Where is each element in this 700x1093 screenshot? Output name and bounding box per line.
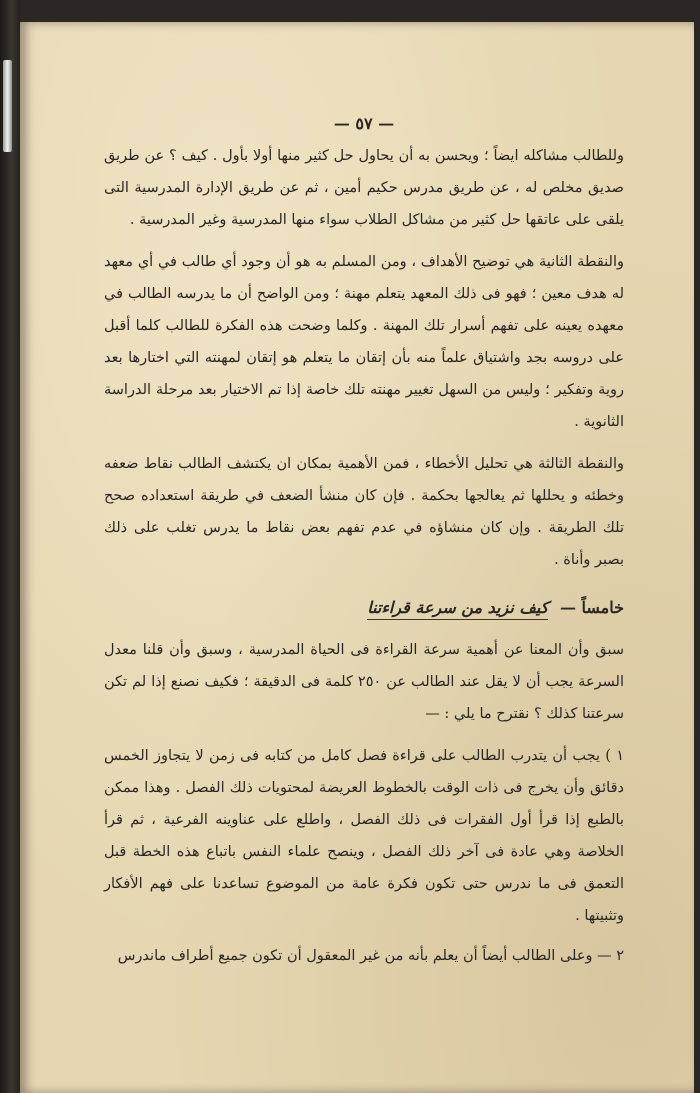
page-content xyxy=(104,110,624,978)
page-number: — ٥٧ — xyxy=(333,114,395,133)
paragraph-error-analysis: والنقطة الثالثة هي تحليل الأخطاء ، فمن الأهمية بمكان ان يكتشف الطالب نقاط ضعفه وخطئه و يحللها ثم يعالجها بحكمة . فإن كان منشأ الضعف في طريقة استعداده صحح تلك الطريقة . وإن كان منشاؤه في عدم تفهم بعض نقاط ما يدرس تغلب على ذلك بصبر وأناة . xyxy=(104,456,624,568)
list-item-1: ١ ) يجب أن يتدرب الطالب على قراءة فصل كامل من كتابه فى زمن لا يتجاوز الخمس دقائق وأن يخرج فى ذات الوقت بالخطوط العريضة لمحتويات ذلك الفصل . وهذا ممكن بالطبع إذا قرأ أول الفقرات فى ذلك الفصل ، واطلع على عناوينه الفرعية ، ثم قرأ الخلاصة وهي عادة فى آخر ذلك الفصل ، وينصح علماء النفس باتباع هذه الخطة قبل التعمق فى ما ندرس حتى تكون فكرة عامة من الموضوع تساعدنا على فهم الأفكار وتثبيتها . xyxy=(104,748,624,924)
section-title: كيف نزيد من سرعة قراءتنا xyxy=(367,598,548,620)
paragraph-student-problems: وللطالب مشاكله ايضاً ؛ ويحسن به أن يحاول حل كثير منها أولا بأول . كيف ؟ عن طريق صديق مخلص له ، عن طريق مدرس حكيم أمين ، ثم عن طريق الإدارة المدرسية التى يلقى على عاتقها حل كثير من مشاكل الطلاب سواء منها المدرسية وغير المدرسية . xyxy=(104,148,624,228)
book-binding xyxy=(0,0,20,1093)
binder-clip xyxy=(3,60,12,152)
book-page xyxy=(20,22,694,1093)
list-item-2: ٢ — وعلى الطالب أيضاً أن يعلم بأنه من غير المعقول أن تكون جميع أطراف ماندرس xyxy=(117,948,624,964)
paragraph-reading-speed-intro: سبق وأن المعنا عن أهمية سرعة القراءة فى الحياة المدرسية ، وسبق وأن قلنا معدل السرعة يجب أن لا يقل عند الطالب عن ٢٥٠ كلمة فى الدقيقة ؛ فكيف نصنع إذا لم تكن سرعتنا كذلك ؟ نقترح ما يلي : — xyxy=(104,642,624,722)
section-label: خامساً — xyxy=(559,598,624,617)
section-heading xyxy=(104,592,624,624)
paragraph-clarifying-goals: والنقطة الثانية هي توضيح الأهداف ، ومن المسلم به هو أن وجود أي طالب في أي معهد له هدف معين ؛ فهو فى ذلك المعهد يتعلم مهنة ؛ ومن الواضح أن ما يدرسه الطالب في معهده يعينه على تفهم أسرار تلك المهنة . وكلما وضحت هذه الفكرة للطالب كلما أقبل على دروسه بجد واشتياق علماً منه بأن إتقان ما يتعلم هو إتقان لمهنته التي اختارها بعد روية وتفكير ؛ وليس من السهل تغيير مهنته تلك خاصة إذا تم الاختيار بعد مرحلة الدراسة الثانوية . xyxy=(104,254,624,430)
